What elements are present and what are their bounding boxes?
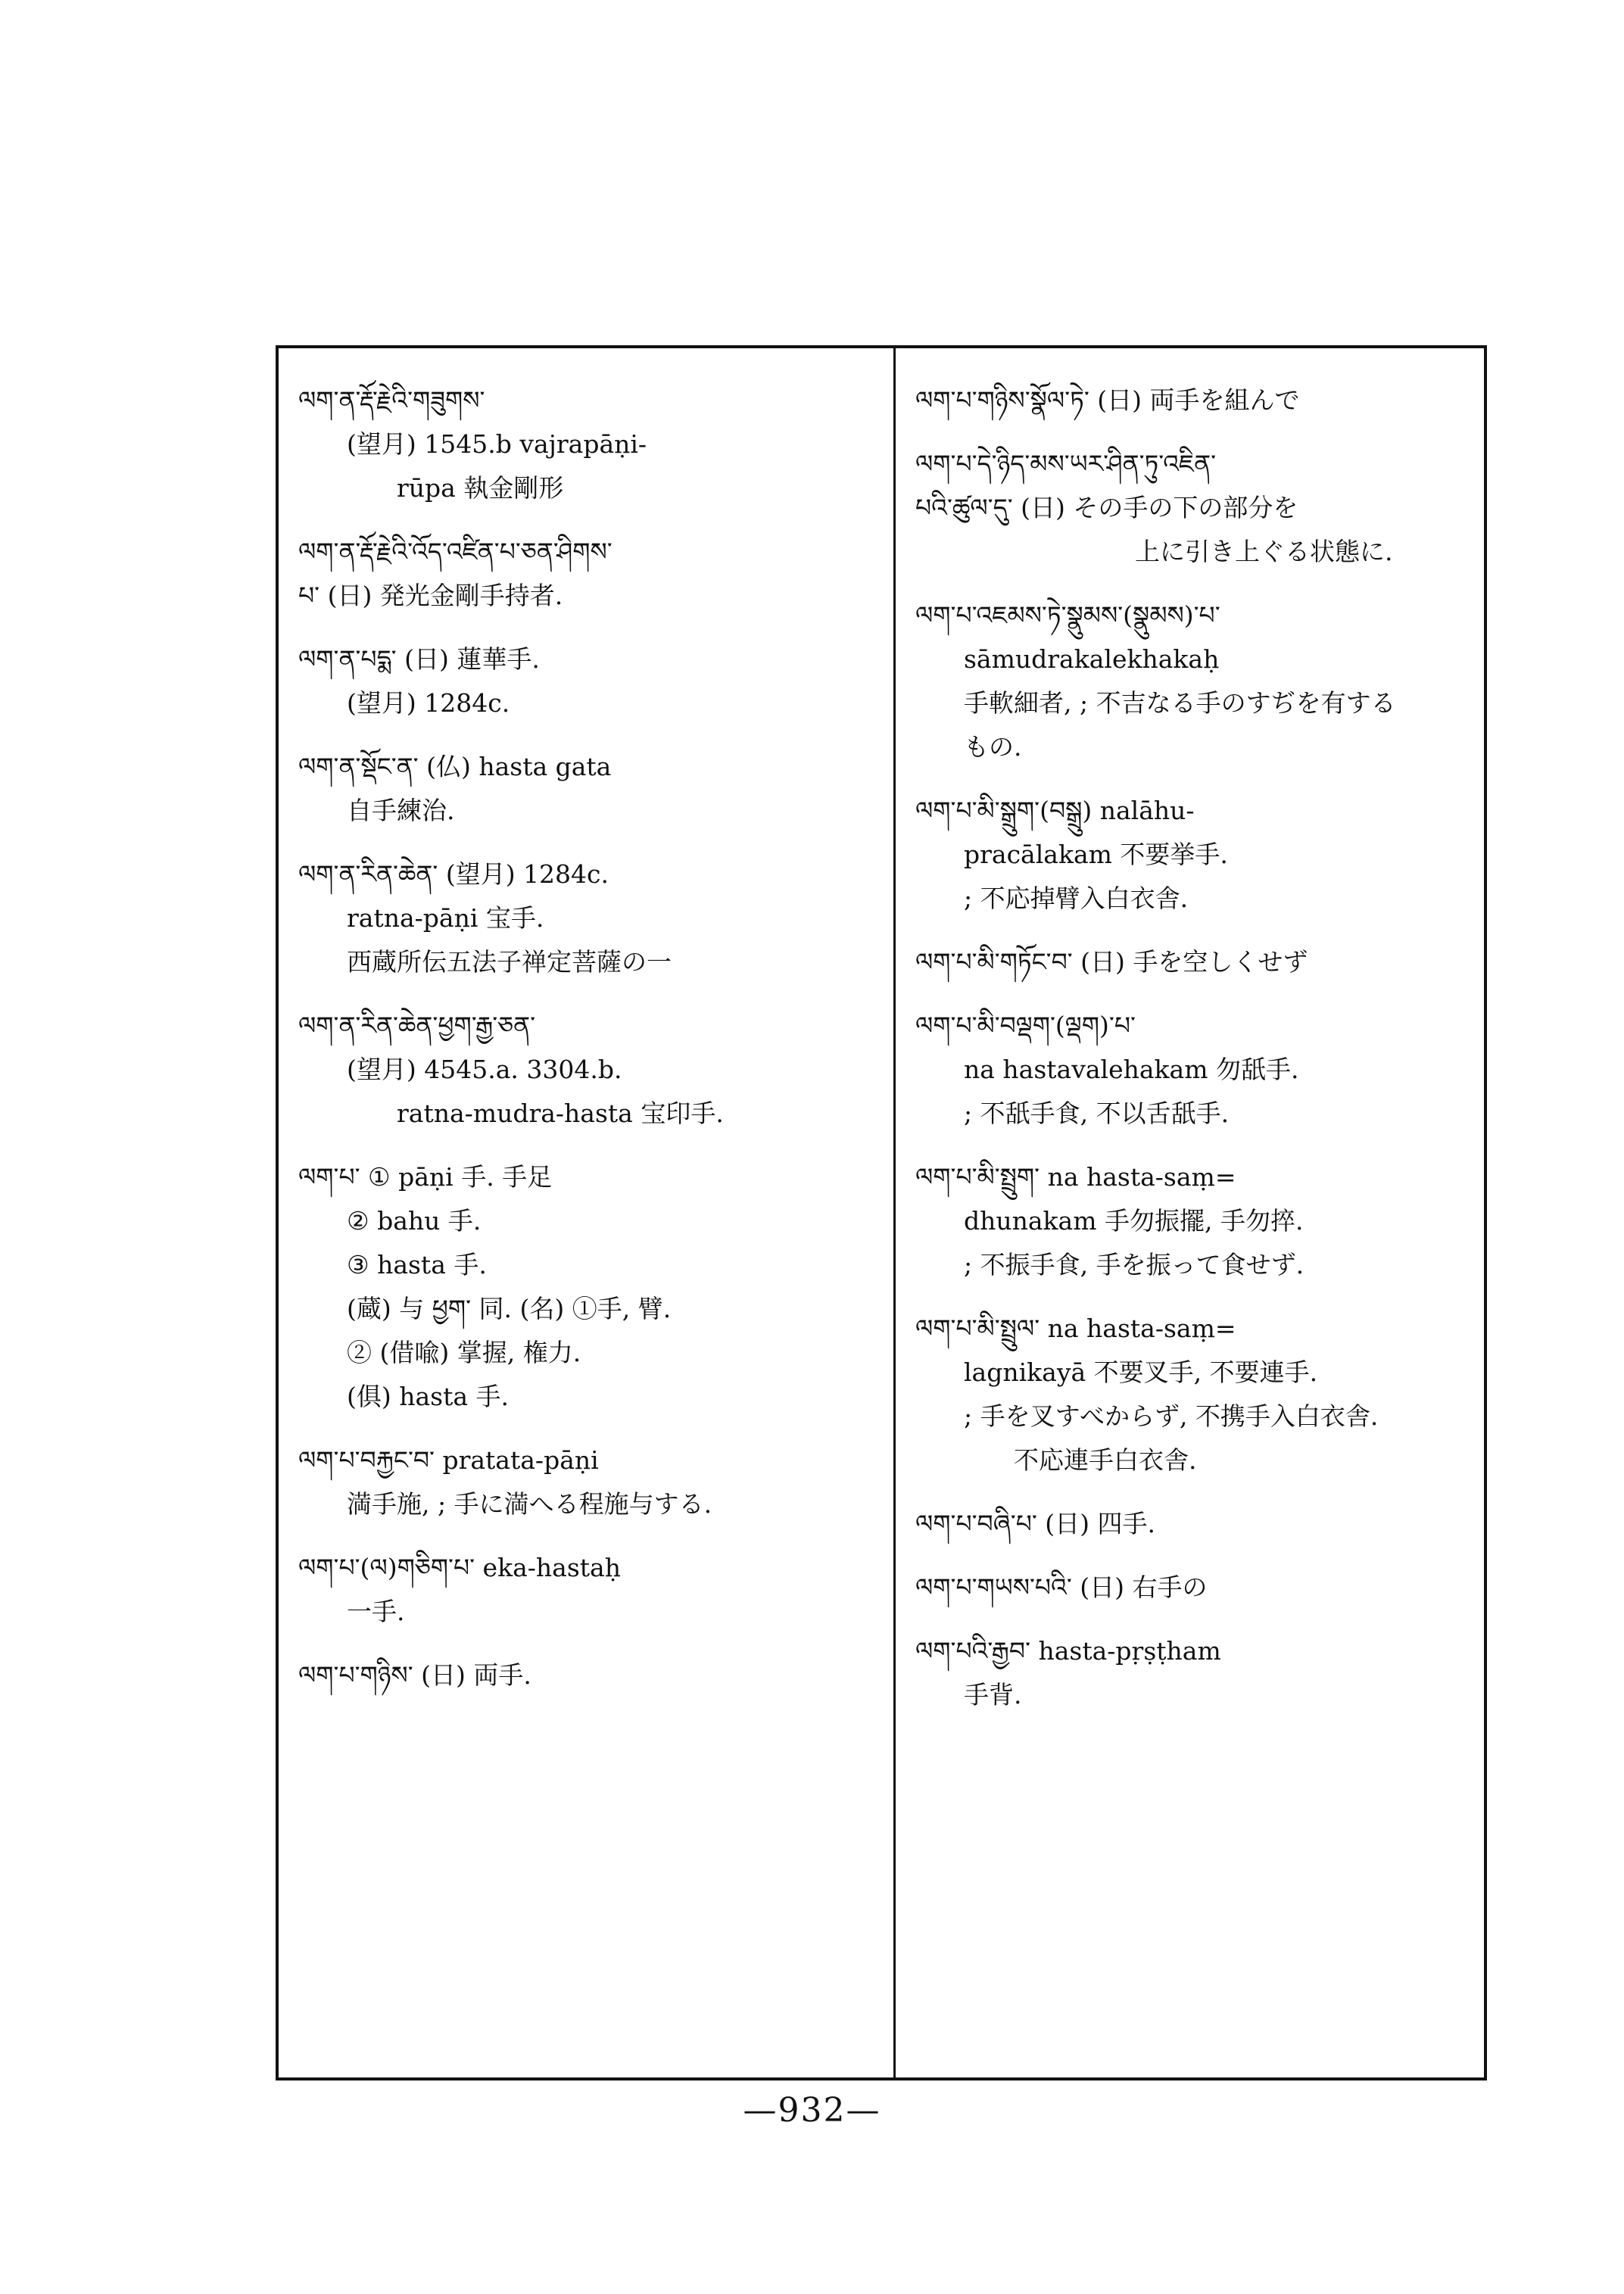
entry-definition: ; 不舐手食, 不以舌舐手. <box>964 1099 1230 1128</box>
entry-definition: ② (借喩) 掌握, 権力. <box>347 1338 581 1367</box>
entry-definition: ; 不応掉臂入白衣舎. <box>964 884 1189 913</box>
entry-headword: ལག་པ་བརྐྱང་བ་ pratata-pāṇi <box>298 1445 599 1475</box>
dictionary-entry <box>298 637 878 725</box>
dictionary-entry <box>915 1307 1469 1482</box>
dictionary-entry <box>915 594 1469 769</box>
dictionary-entry <box>298 1653 878 1697</box>
right-column <box>896 348 1484 2077</box>
entry-headword: ལག་པ་གཡས་པའི་ (日) 右手の <box>915 1572 1208 1602</box>
entry-headword: ལག་པའི་རྒྱབ་ hasta-pṛṣṭham <box>915 1636 1221 1666</box>
entry-definition: ③ hasta 手. <box>347 1250 487 1279</box>
dictionary-entry <box>298 1004 878 1136</box>
entry-definition: 一手. <box>347 1597 405 1626</box>
dictionary-entry <box>298 1438 878 1526</box>
entry-headword: ལག་པ་བཞི་པ་ (日) 四手. <box>915 1509 1156 1538</box>
entry-headword: ལག་པ་ ① pāṇi 手. 手足 <box>298 1162 553 1192</box>
dictionary-entry <box>915 789 1469 921</box>
entry-sanskrit: na hastavalehakam 勿舐手. <box>964 1055 1299 1084</box>
entry-reference: (望月) 1284c. <box>347 688 510 718</box>
entry-reference: (望月) 4545.a. 3304.b. <box>347 1055 622 1084</box>
entry-headword: ལག་ན་སྡོང་ན་ (仏) hasta gata <box>298 752 612 781</box>
dictionary-entry <box>298 530 878 618</box>
entry-headword: ལག་པ་(ལ)གཅིག་པ་ eka-hastaḥ <box>298 1553 621 1582</box>
entry-definition: ; 手を叉すべからず, 不携手入白衣舎. <box>964 1401 1379 1431</box>
dictionary-entry <box>298 745 878 833</box>
entry-definition: 手背. <box>964 1680 1022 1710</box>
entry-definition: (蔵) 与 ཕྱག་ 同. (名) ①手, 臂. <box>347 1294 672 1323</box>
entry-sanskrit: pracālakam 不要挙手. <box>964 840 1228 869</box>
entry-definition: 自手練治. <box>347 796 455 825</box>
entry-reference: (望月) 1545.b vajrapāṇi- <box>347 429 647 459</box>
entry-definition: 上に引き上ぐる状態に. <box>1135 537 1393 566</box>
entry-headword: ལག་པ་གཉིས་ (日) 両手. <box>298 1660 531 1690</box>
entry-definition: པ་ (日) 発光金剛手持者. <box>298 581 563 610</box>
page-number: —932— <box>743 2091 881 2130</box>
dictionary-entry <box>915 1004 1469 1136</box>
entry-definition: 満手施, ; 手に満へる程施与する. <box>347 1489 712 1519</box>
entry-definition: 不応連手白衣舎. <box>1014 1445 1197 1475</box>
entry-definition: ; 不振手食, 手を振って食せず. <box>964 1250 1304 1279</box>
entry-headword: ལག་པ་དེ་ཉིད་མས་ཡར་ཤིན་ཏུ་འཇིན་ <box>915 449 1217 478</box>
entry-definition: 手軟細者, ; 不吉なる手のすぢを有する <box>964 688 1396 718</box>
entry-headword: ལག་པ་མི་སྤྲུལ་ na hasta-saṃ= <box>915 1314 1236 1343</box>
entry-headword: ལག་པ་མི་སྤྲུག་ na hasta-saṃ= <box>915 1162 1236 1192</box>
dictionary-entry <box>915 379 1469 422</box>
entry-headword: ལག་པ་འཇམས་ཏེ་སྣུམས་(སྣུམས)་པ་ <box>915 600 1220 630</box>
entry-definition: 西蔵所伝五法子禅定菩薩の一 <box>347 947 672 977</box>
left-column <box>279 348 893 2077</box>
entry-headword: ལག་ན་རིན་ཆེན་ཕྱག་རྒྱ་ཅན་ <box>298 1011 536 1040</box>
entry-definition: もの. <box>964 732 1022 762</box>
dictionary-entry <box>915 1629 1469 1717</box>
entry-headword: ལག་པ་མི་སྒྲུག་(བསྒྲུ) nalāhu- <box>915 796 1195 825</box>
dictionary-entry <box>915 1502 1469 1546</box>
dictionary-entry <box>298 1155 878 1419</box>
entry-sanskrit: dhunakam 手勿振擺, 手勿捽. <box>964 1206 1304 1236</box>
entry-headword: ལག་ན་རིན་ཆེན་ (望月) 1284c. <box>298 859 609 889</box>
entry-headword: ལག་ན་རྡོ་རྗེའི་གཟུགས་ <box>298 385 485 415</box>
entry-definition: ② bahu 手. <box>347 1206 482 1236</box>
entry-definition: པའི་ཚུལ་དུ་ (日) その手の下の部分を <box>915 493 1298 522</box>
entry-definition: rūpa 執金剛形 <box>397 473 564 503</box>
dictionary-entry <box>915 1155 1469 1287</box>
entry-headword: ལག་ན་པདྨ་ (日) 蓮華手. <box>298 644 540 674</box>
dictionary-entry <box>915 940 1469 984</box>
dictionary-entry <box>915 1566 1469 1610</box>
entry-headword: ལག་པ་མི་གཏོང་བ་ (日) 手を空しくせず <box>915 947 1308 977</box>
dictionary-entry <box>298 852 878 984</box>
entry-sanskrit: ratna-pāṇi 宝手. <box>347 903 544 933</box>
entry-sanskrit: ratna-mudra-hasta 宝印手. <box>397 1099 724 1128</box>
entry-definition: (俱) hasta 手. <box>347 1382 510 1411</box>
entry-sanskrit: sāmudrakalekhakaḥ <box>964 644 1220 674</box>
page-frame <box>276 345 1487 2080</box>
dictionary-entry <box>298 1546 878 1634</box>
dictionary-entry <box>915 442 1469 574</box>
entry-headword: ལག་ན་རྡོ་རྗེའི་འོད་འཛིན་པ་ཅན་ཤིགས་ <box>298 537 613 566</box>
entry-sanskrit: lagnikayā 不要叉手, 不要連手. <box>964 1357 1318 1387</box>
dictionary-entry <box>298 379 878 510</box>
entry-headword: ལག་པ་གཉིས་སྣོལ་ཏེ་ (日) 両手を組んで <box>915 385 1300 415</box>
entry-headword: ལག་པ་མི་བལྡག་(ལྡག)་པ་ <box>915 1011 1136 1040</box>
